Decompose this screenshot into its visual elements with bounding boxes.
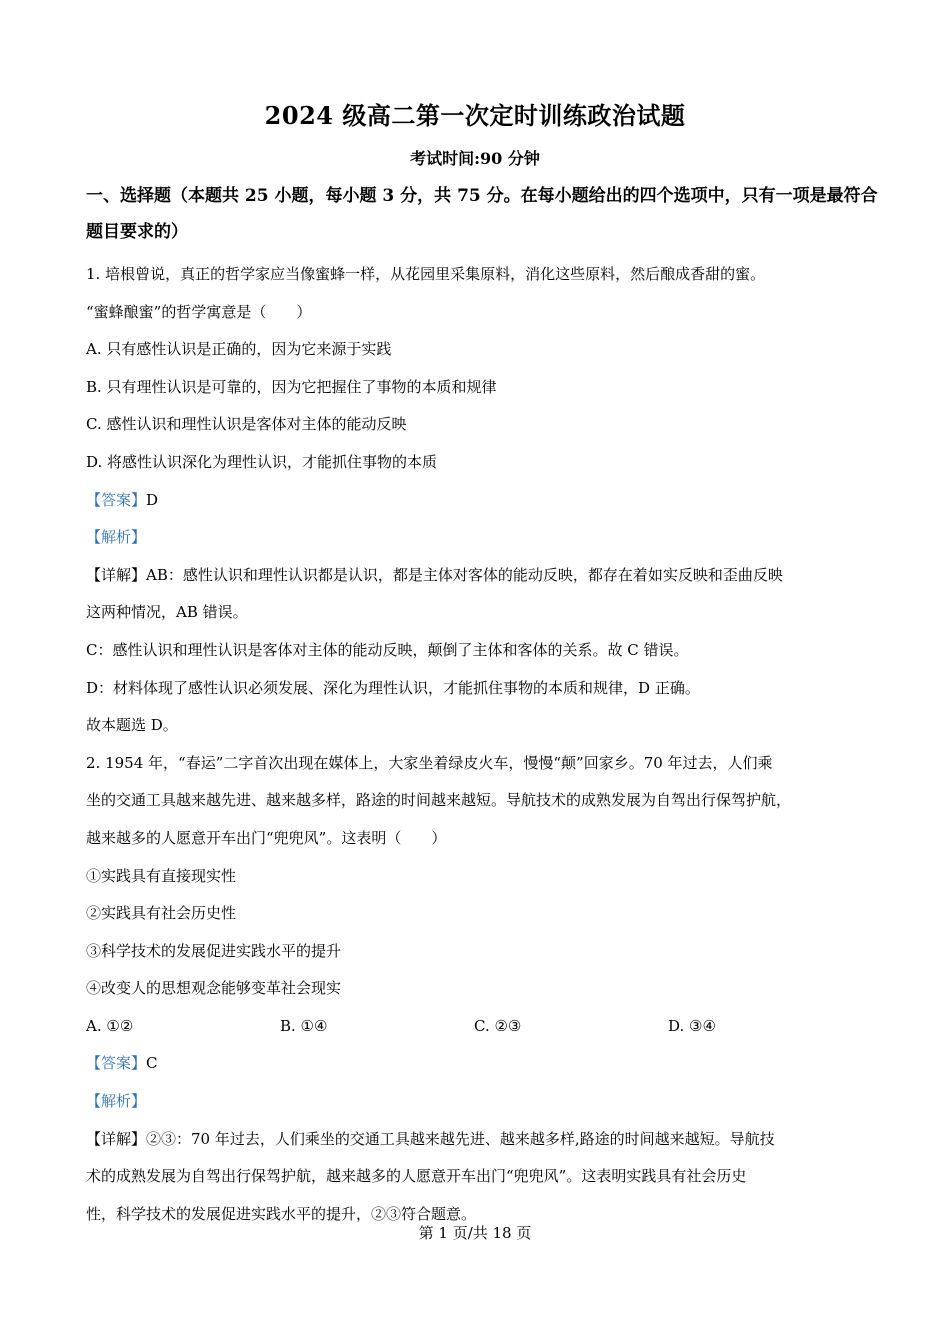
content (86, 178, 878, 1233)
question-2 (86, 745, 878, 1234)
answer-tag: 【答案】 (86, 1054, 147, 1073)
detail-tag: 【详解】 (86, 1129, 147, 1148)
q1-detail-line-1 (86, 557, 878, 595)
exam-duration: 考试时间:90 分钟 (410, 149, 540, 168)
question-1 (86, 256, 878, 745)
q1-detail-text-1: AB：感性认识和理性认识都是认识，都是主体对客体的能动反映，都存在着如实反映和歪曲反映 (146, 565, 783, 584)
q2-item-4: ④改变人的思想观念能够变革社会现实 (86, 979, 342, 998)
q1-answer (86, 482, 878, 520)
q1-detail-line-3: C：感性认识和理性认识是客体对主体的能动反映，颠倒了主体和客体的关系。故 C 错误。 (86, 640, 689, 659)
q2-stem-line-2: 坐的交通工具越来越先进、越来越多样，路途的时间越来越短。导航技术的成熟发展为自驾出行保驾护航， (86, 791, 792, 810)
q2-option-b: B. ①④ (280, 1016, 328, 1035)
q2-option-a: A. ①② (86, 1016, 134, 1035)
q1-option-c: C. 感性认识和理性认识是客体对主体的能动反映 (86, 415, 407, 434)
q2-detail-line-3: 性，科学技术的发展促进实践水平的提升，②③符合题意。 (86, 1204, 477, 1223)
q1-option-b: B. 只有理性认识是可靠的，因为它把握住了事物的本质和规律 (86, 377, 497, 396)
q1-analysis (86, 519, 878, 557)
q1-stem-line-2: “蜜蜂酿蜜”的哲学寓意是（ ） (86, 302, 312, 321)
q2-option-c: C. ②③ (474, 1016, 522, 1035)
detail-tag: 【详解】 (86, 565, 147, 584)
q2-item-1: ①实践具有直接现实性 (86, 866, 237, 885)
q1-option-d: D. 将感性认识深化为理性认识，才能抓住事物的本质 (86, 452, 438, 471)
page-title: 2024 级高二第一次定时训练政治试题 (264, 101, 686, 130)
q2-detail-line-2: 术的成熟发展为自驾出行保驾护航，越来越多的人愿意开车出门“兜兜风”。这表明实践具有社会历史 (86, 1167, 747, 1186)
q1-stem-line-1: 1. 培根曾说，真正的哲学家应当像蜜蜂一样，从花园里采集原料，消化这些原料，然后酿成香甜的蜜。 (86, 265, 766, 283)
q2-detail-line-1 (86, 1121, 878, 1159)
q2-options (86, 1008, 878, 1046)
q1-option-a: A. 只有感性认识是正确的，因为它来源于实践 (86, 340, 392, 359)
q2-stem-line-1: 2. 1954 年，“春运”二字首次出现在媒体上，大家坐着绿皮火车，慢慢“颠”回家乡。70 年过去，人们乘 (86, 753, 773, 772)
page-number: 第 1 页/共 18 页 (418, 1224, 532, 1242)
section-heading: 一、选择题（本题共 25 小题，每小题 3 分，共 75 分。在每小题给出的四个选项中，只有一项是最符合题目要求的） (86, 186, 878, 242)
q2-option-d: D. ③④ (668, 1016, 716, 1035)
q2-item-3: ③科学技术的发展促进实践水平的提升 (86, 941, 342, 960)
q1-detail-line-5: 故本题选 D。 (86, 716, 178, 735)
q1-detail-line-4: D：材料体现了感性认识必须发展、深化为理性认识，才能抓住事物的本质和规律，D 正确。 (86, 678, 700, 697)
q1-answer-value: D (146, 490, 159, 509)
answer-tag: 【答案】 (86, 490, 147, 509)
q2-answer-value: C (146, 1054, 158, 1073)
analysis-tag: 【解析】 (86, 1092, 147, 1111)
q2-analysis (86, 1083, 878, 1121)
q2-answer (86, 1045, 878, 1083)
q2-item-2: ②实践具有社会历史性 (86, 904, 237, 923)
q2-stem-line-3: 越来越多的人愿意开车出门“兜兜风”。这表明（ ） (86, 828, 447, 847)
analysis-tag: 【解析】 (86, 528, 147, 547)
q2-detail-text-1: ②③：70 年过去，人们乘坐的交通工具越来越先进、越来越多样,路途的时间越来越短。导航技 (146, 1129, 775, 1148)
q1-detail-line-2: 这两种情况，AB 错误。 (86, 603, 248, 622)
